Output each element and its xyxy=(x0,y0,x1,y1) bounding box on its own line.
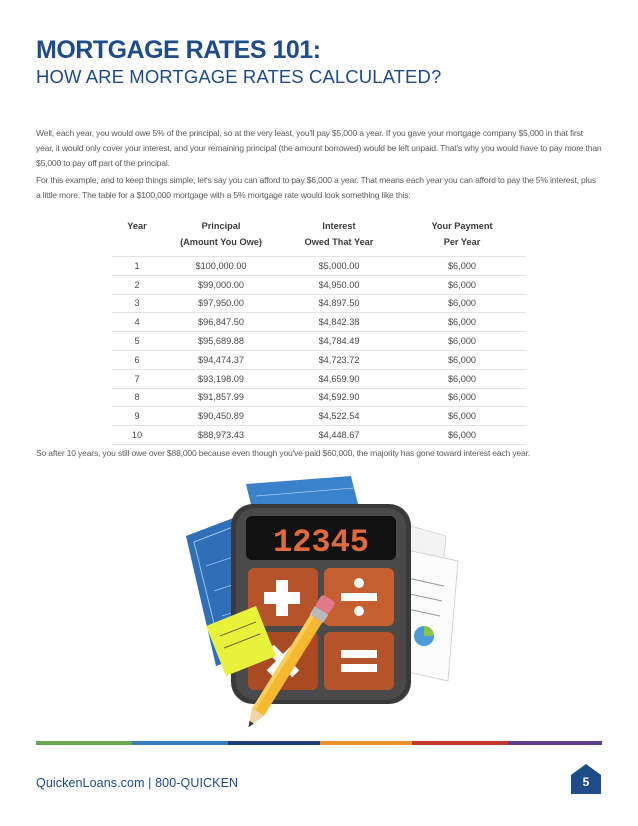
cell-interest: $4,659.90 xyxy=(280,369,398,388)
cell-year: 5 xyxy=(112,332,162,351)
page-subtitle: HOW ARE MORTGAGE RATES CALCULATED? xyxy=(36,66,442,87)
header-payment-line1: Your Payment xyxy=(431,221,493,231)
table-row xyxy=(112,350,526,369)
cell-interest: $4,842.38 xyxy=(280,313,398,332)
table-row xyxy=(112,275,526,294)
cell-interest: $5,000.00 xyxy=(280,257,398,276)
cell-payment: $6,000 xyxy=(398,350,526,369)
cell-principal: $90,450.89 xyxy=(162,407,280,426)
cell-principal: $100,000.00 xyxy=(162,257,280,276)
calculator-illustration-icon xyxy=(176,476,466,728)
cell-interest: $4,592.90 xyxy=(280,388,398,407)
cell-interest: $4,448.67 xyxy=(280,426,398,445)
cell-principal: $94,474.37 xyxy=(162,350,280,369)
calculator-display: 12345 xyxy=(272,524,370,561)
color-stripe-red xyxy=(412,741,508,745)
cell-year: 2 xyxy=(112,275,162,294)
color-stripe-blue xyxy=(132,741,228,745)
table-body xyxy=(112,257,526,445)
mortgage-table xyxy=(112,218,526,445)
cell-interest: $4,950.00 xyxy=(280,275,398,294)
cell-principal: $88,973.43 xyxy=(162,426,280,445)
table-row xyxy=(112,426,526,445)
cell-principal: $96,847.50 xyxy=(162,313,280,332)
table-row xyxy=(112,313,526,332)
color-stripe-green xyxy=(36,741,132,745)
header-year xyxy=(112,218,162,257)
table-row xyxy=(112,407,526,426)
cell-payment: $6,000 xyxy=(398,426,526,445)
header-interest-line1: Interest xyxy=(322,221,356,231)
table-row xyxy=(112,294,526,313)
table-row xyxy=(112,388,526,407)
cell-payment: $6,000 xyxy=(398,294,526,313)
cell-payment: $6,000 xyxy=(398,369,526,388)
cell-principal: $93,198.09 xyxy=(162,369,280,388)
cell-interest: $4,784.49 xyxy=(280,332,398,351)
footer-contact: QuickenLoans.com | 800-QUICKEN xyxy=(36,776,239,790)
cell-payment: $6,000 xyxy=(398,257,526,276)
cell-interest: $4,522.54 xyxy=(280,407,398,426)
cell-interest: $4,723.72 xyxy=(280,350,398,369)
header-principal xyxy=(162,218,280,257)
cell-principal: $97,950.00 xyxy=(162,294,280,313)
cell-payment: $6,000 xyxy=(398,407,526,426)
header-payment xyxy=(398,218,526,257)
header-interest xyxy=(280,218,398,257)
cell-year: 6 xyxy=(112,350,162,369)
page-number: 5 xyxy=(582,775,590,789)
cell-year: 10 xyxy=(112,426,162,445)
color-stripe-orange xyxy=(320,741,412,745)
header-principal-line1: Principal xyxy=(201,221,241,231)
table-header-row xyxy=(112,218,526,257)
color-stripe-navy xyxy=(228,741,320,745)
cell-interest: $4,897.50 xyxy=(280,294,398,313)
cell-year: 1 xyxy=(112,257,162,276)
summary-paragraph: So after 10 years, you still owe over $88,000 because even though you've paid $60,000, the majority has gone toward interest each year. xyxy=(36,448,530,458)
header-payment-line2: Per Year xyxy=(443,237,481,247)
cell-year: 8 xyxy=(112,388,162,407)
table-row xyxy=(112,257,526,276)
example-paragraph: For this example, and to keep things simple, let's say you can afford to pay $6,000 a year. That means each year you can afford to pay the 5% interest, plus a little more. The table for a $100,000 mortgage with a 5% mortgage rate would look something like this: xyxy=(36,175,596,200)
table-row xyxy=(112,369,526,388)
cell-year: 4 xyxy=(112,313,162,332)
cell-payment: $6,000 xyxy=(398,388,526,407)
cell-payment: $6,000 xyxy=(398,275,526,294)
header-interest-line2: Owed That Year xyxy=(304,237,374,247)
table-row xyxy=(112,332,526,351)
intro-paragraph: Well, each year, you would owe 5% of the principal, so at the very least, you'll pay $5,000 a year. If you gave your mortgage company $5,000 in that first year, it would only cover your interest, and your remaining principal (the amount borrowed) would be left unpaid. That's why you would have to pay more than $5,000 to pay off part of the principal. xyxy=(36,128,602,168)
header-principal-line2: (Amount You Owe) xyxy=(180,237,262,247)
cell-principal: $95,689.88 xyxy=(162,332,280,351)
cell-year: 7 xyxy=(112,369,162,388)
cell-payment: $6,000 xyxy=(398,332,526,351)
cell-principal: $99,000.00 xyxy=(162,275,280,294)
cell-year: 9 xyxy=(112,407,162,426)
cell-payment: $6,000 xyxy=(398,313,526,332)
cell-year: 3 xyxy=(112,294,162,313)
color-stripe-purple xyxy=(508,741,602,745)
header-year-label: Year xyxy=(127,221,147,231)
page-title: MORTGAGE RATES 101: xyxy=(36,36,321,64)
cell-principal: $91,857.99 xyxy=(162,388,280,407)
